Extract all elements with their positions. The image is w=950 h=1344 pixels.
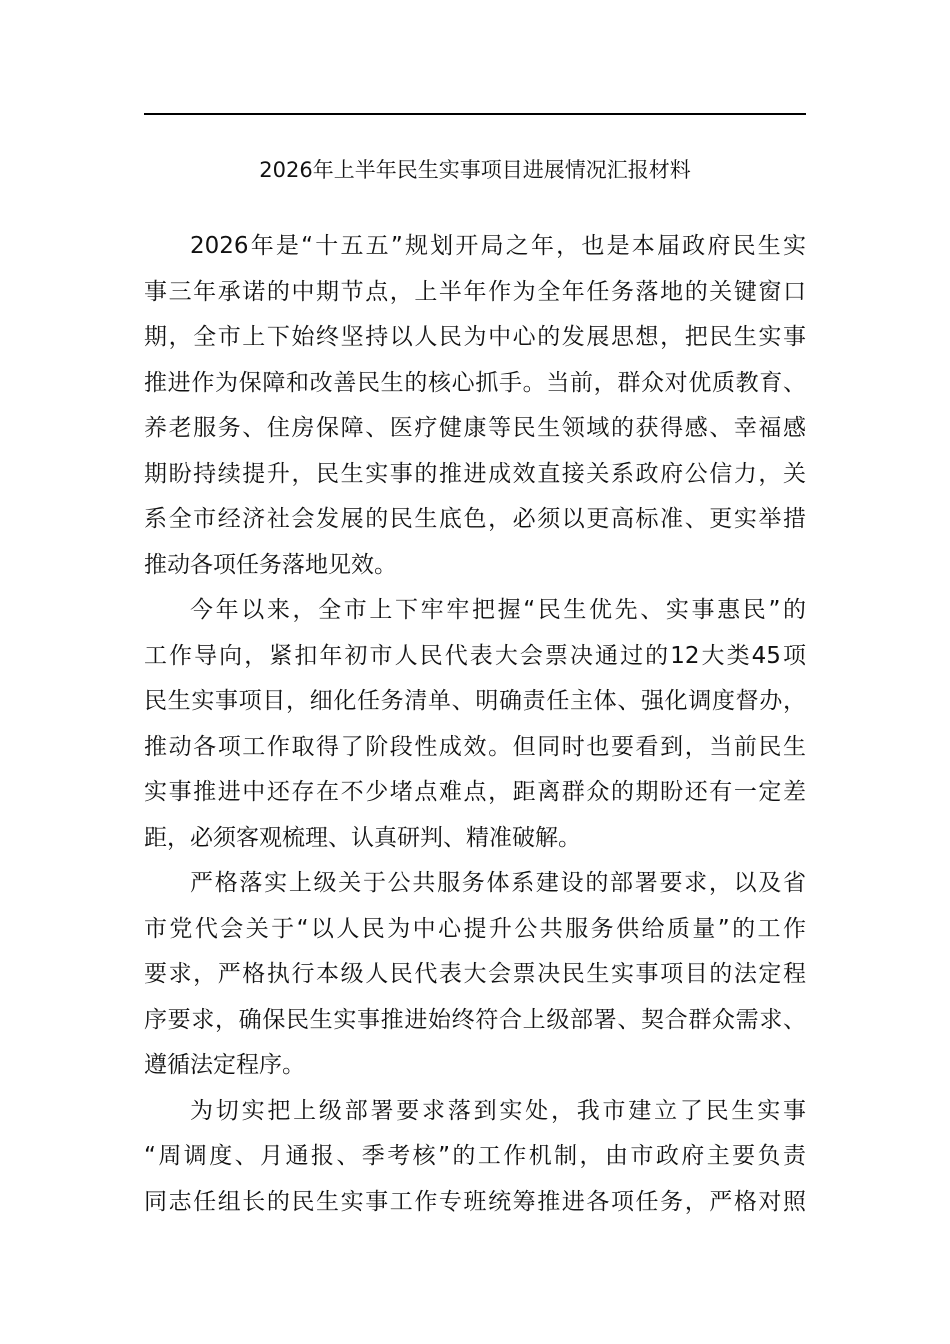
paragraph-line: 距，必须客观梳理、认真研判、精准破解。 — [144, 824, 581, 851]
paragraph-line: 2026年是“十五五”规划开局之年，也是本届政府民生实 — [190, 233, 806, 259]
paragraph-line: 期，全市上下始终坚持以人民为中心的发展思想，把民生实事 — [144, 324, 806, 350]
paragraph-line: 实事推进中还存在不少堵点难点，距离群众的期盼还有一定差 — [144, 779, 806, 805]
paragraph — [144, 588, 806, 861]
paragraph-line: 为切实把上级部署要求落到实处，我市建立了民生实事 — [190, 1097, 806, 1124]
paragraph-line: 遵循法定程序。 — [144, 1052, 305, 1078]
paragraph-line: 市党代会关于“以人民为中心提升公共服务供给质量”的工作 — [144, 915, 806, 942]
paragraph-line: 养老服务、住房保障、医疗健康等民生领域的获得感、幸福感 — [144, 415, 806, 441]
document-title: 2026年上半年民生实事项目进展情况汇报材料 — [259, 158, 691, 182]
paragraph-line: 事三年承诺的中期节点，上半年作为全年任务落地的关键窗口 — [144, 278, 806, 305]
paragraph — [144, 224, 806, 588]
paragraph-line: 要求，严格执行本级人民代表大会票决民生实事项目的法定程 — [144, 961, 806, 987]
paragraph-line: 同志任组长的民生实事工作专班统筹推进各项任务，严格对照 — [144, 1188, 806, 1215]
paragraph — [144, 861, 806, 1089]
document-body — [144, 224, 806, 1225]
paragraph-line: 推动各项工作取得了阶段性成效。但同时也要看到，当前民生 — [144, 733, 806, 760]
paragraph-line: 期盼持续提升，民生实事的推进成效直接关系政府公信力，关 — [144, 460, 806, 487]
paragraph-line: 推动各项任务落地见效。 — [144, 551, 397, 578]
paragraph-line: 系全市经济社会发展的民生底色，必须以更高标准、更实举措 — [144, 506, 806, 532]
paragraph — [144, 1089, 806, 1226]
paragraph-line: 严格落实上级关于公共服务体系建设的部署要求，以及省 — [190, 870, 806, 896]
paragraph-line: 序要求，确保民生实事推进始终符合上级部署、契合群众需求、 — [144, 1006, 806, 1033]
header-rule — [144, 113, 806, 115]
paragraph-line: 民生实事项目，细化任务清单、明确责任主体、强化调度督办， — [144, 688, 806, 714]
paragraph-line: “周调度、月通报、季考核”的工作机制，由市政府主要负责 — [144, 1143, 806, 1169]
paragraph-line: 工作导向，紧扣年初市人民代表大会票决通过的12大类45项 — [144, 642, 806, 669]
paragraph-line: 今年以来，全市上下牢牢把握“民生优先、实事惠民”的 — [190, 597, 806, 623]
paragraph-line: 推进作为保障和改善民生的核心抓手。当前，群众对优质教育、 — [144, 369, 806, 396]
